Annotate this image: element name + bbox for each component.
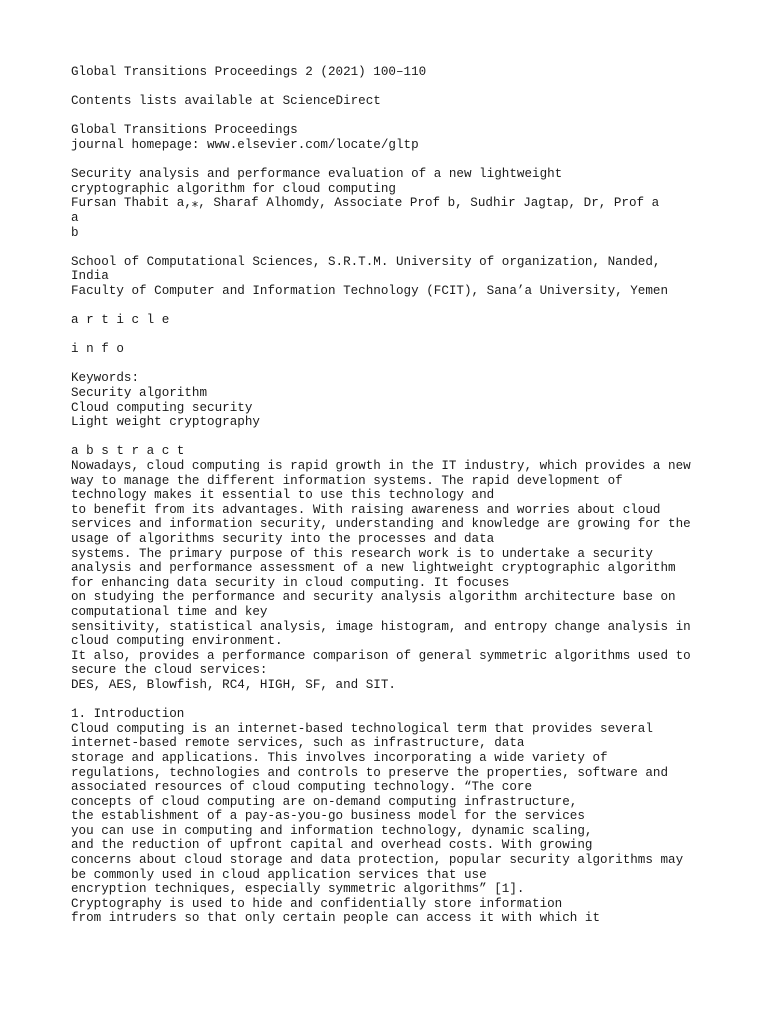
abstract-line: sensitivity, statistical analysis, image histogram, and entropy change analysis in xyxy=(71,619,691,634)
keyword-item: Cloud computing security xyxy=(71,400,253,415)
authors-line: b xyxy=(71,225,79,240)
introduction-line: encryption techniques, especially symmetric algorithms” [1]. xyxy=(71,882,525,897)
introduction-line: Cloud computing is an internet-based technological term that provides several xyxy=(71,721,653,736)
affiliation-line: Faculty of Computer and Information Technology (FCIT), Sana’a University, Yemen xyxy=(71,283,669,298)
introduction-line: concepts of cloud computing are on-demand computing infrastructure, xyxy=(71,794,578,809)
keyword-item: Light weight cryptography xyxy=(71,415,260,430)
article-title-line: cryptographic algorithm for cloud computing xyxy=(71,181,396,196)
journal-homepage: journal homepage: www.elsevier.com/locate/gltp xyxy=(71,137,419,152)
abstract-heading: a b s t r a c t xyxy=(71,444,185,459)
abstract-line: It also, provides a performance comparison of general symmetric algorithms used to xyxy=(71,648,691,663)
abstract-line: DES, AES, Blowfish, RC4, HIGH, SF, and SIT. xyxy=(71,677,396,692)
abstract-line: secure the cloud services: xyxy=(71,663,268,678)
introduction-line: you can use in computing and information technology, dynamic scaling, xyxy=(71,823,593,838)
spacer xyxy=(71,299,761,314)
affiliation-line: School of Computational Sciences, S.R.T.M. University of organization, Nanded, xyxy=(71,254,661,269)
abstract-body xyxy=(71,459,761,693)
abstract-line: cloud computing environment. xyxy=(71,634,283,649)
affiliation-line: India xyxy=(71,269,109,284)
abstract-line: computational time and key xyxy=(71,604,268,619)
abstract-line: services and information security, understanding and knowledge are growing for the xyxy=(71,517,691,532)
abstract-line: analysis and performance assessment of a new lightweight cryptographic algorithm xyxy=(71,561,676,576)
spacer xyxy=(71,80,761,95)
spacer xyxy=(71,430,761,445)
introduction-line: associated resources of cloud computing technology. “The core xyxy=(71,780,533,795)
abstract-line: on studying the performance and security analysis algorithm architecture base on xyxy=(71,590,676,605)
introduction-line: from intruders so that only certain people can access it with which it xyxy=(71,911,601,926)
authors-line: Fursan Thabit a,⁎, Sharaf Alhomdy, Associate Prof b, Sudhir Jagtap, Dr, Prof a xyxy=(71,196,660,211)
article-label: a r t i c l e xyxy=(71,313,170,328)
spacer xyxy=(71,240,761,255)
introduction-line: internet-based remote services, such as infrastructure, data xyxy=(71,736,525,751)
abstract-line: systems. The primary purpose of this research work is to undertake a security xyxy=(71,546,653,561)
abstract-line: technology makes it essential to use this technology and xyxy=(71,488,495,503)
spacer xyxy=(71,109,761,124)
introduction-line: and the reduction of upfront capital and overhead costs. With growing xyxy=(71,838,593,853)
citation-line: Global Transitions Proceedings 2 (2021) 100–110 xyxy=(71,65,427,79)
spacer xyxy=(71,153,761,168)
keyword-item: Security algorithm xyxy=(71,386,208,401)
abstract-line: way to manage the different information systems. The rapid development of xyxy=(71,473,623,488)
article-title-line: Security analysis and performance evaluation of a new lightweight xyxy=(71,167,563,182)
introduction-line: concerns about cloud storage and data protection, popular security algorithms may xyxy=(71,853,684,868)
introduction-line: be commonly used in cloud application services that use xyxy=(71,867,487,882)
contents-line: Contents lists available at ScienceDirect xyxy=(71,94,381,109)
authors-line: a xyxy=(71,210,79,225)
abstract-line: to benefit from its advantages. With raising awareness and worries about cloud xyxy=(71,502,661,517)
introduction-line: storage and applications. This involves incorporating a wide variety of xyxy=(71,750,608,765)
introduction-line: Cryptography is used to hide and confidentially store information xyxy=(71,896,563,911)
abstract-line: Nowadays, cloud computing is rapid growth in the IT industry, which provides a new xyxy=(71,459,691,474)
document-page xyxy=(71,65,761,926)
abstract-line: for enhancing data security in cloud computing. It focuses xyxy=(71,575,510,590)
spacer xyxy=(71,693,761,708)
section-heading-introduction: 1. Introduction xyxy=(71,707,185,722)
abstract-line: usage of algorithms security into the processes and data xyxy=(71,532,495,546)
journal-name: Global Transitions Proceedings xyxy=(71,123,298,138)
spacer xyxy=(71,328,761,343)
spacer xyxy=(71,357,761,372)
keywords-heading: Keywords: xyxy=(71,371,140,386)
introduction-body xyxy=(71,722,761,926)
introduction-line: regulations, technologies and controls to preserve the properties, software and xyxy=(71,765,669,780)
info-label: i n f o xyxy=(71,342,124,357)
introduction-line: the establishment of a pay-as-you-go business model for the services xyxy=(71,809,585,824)
